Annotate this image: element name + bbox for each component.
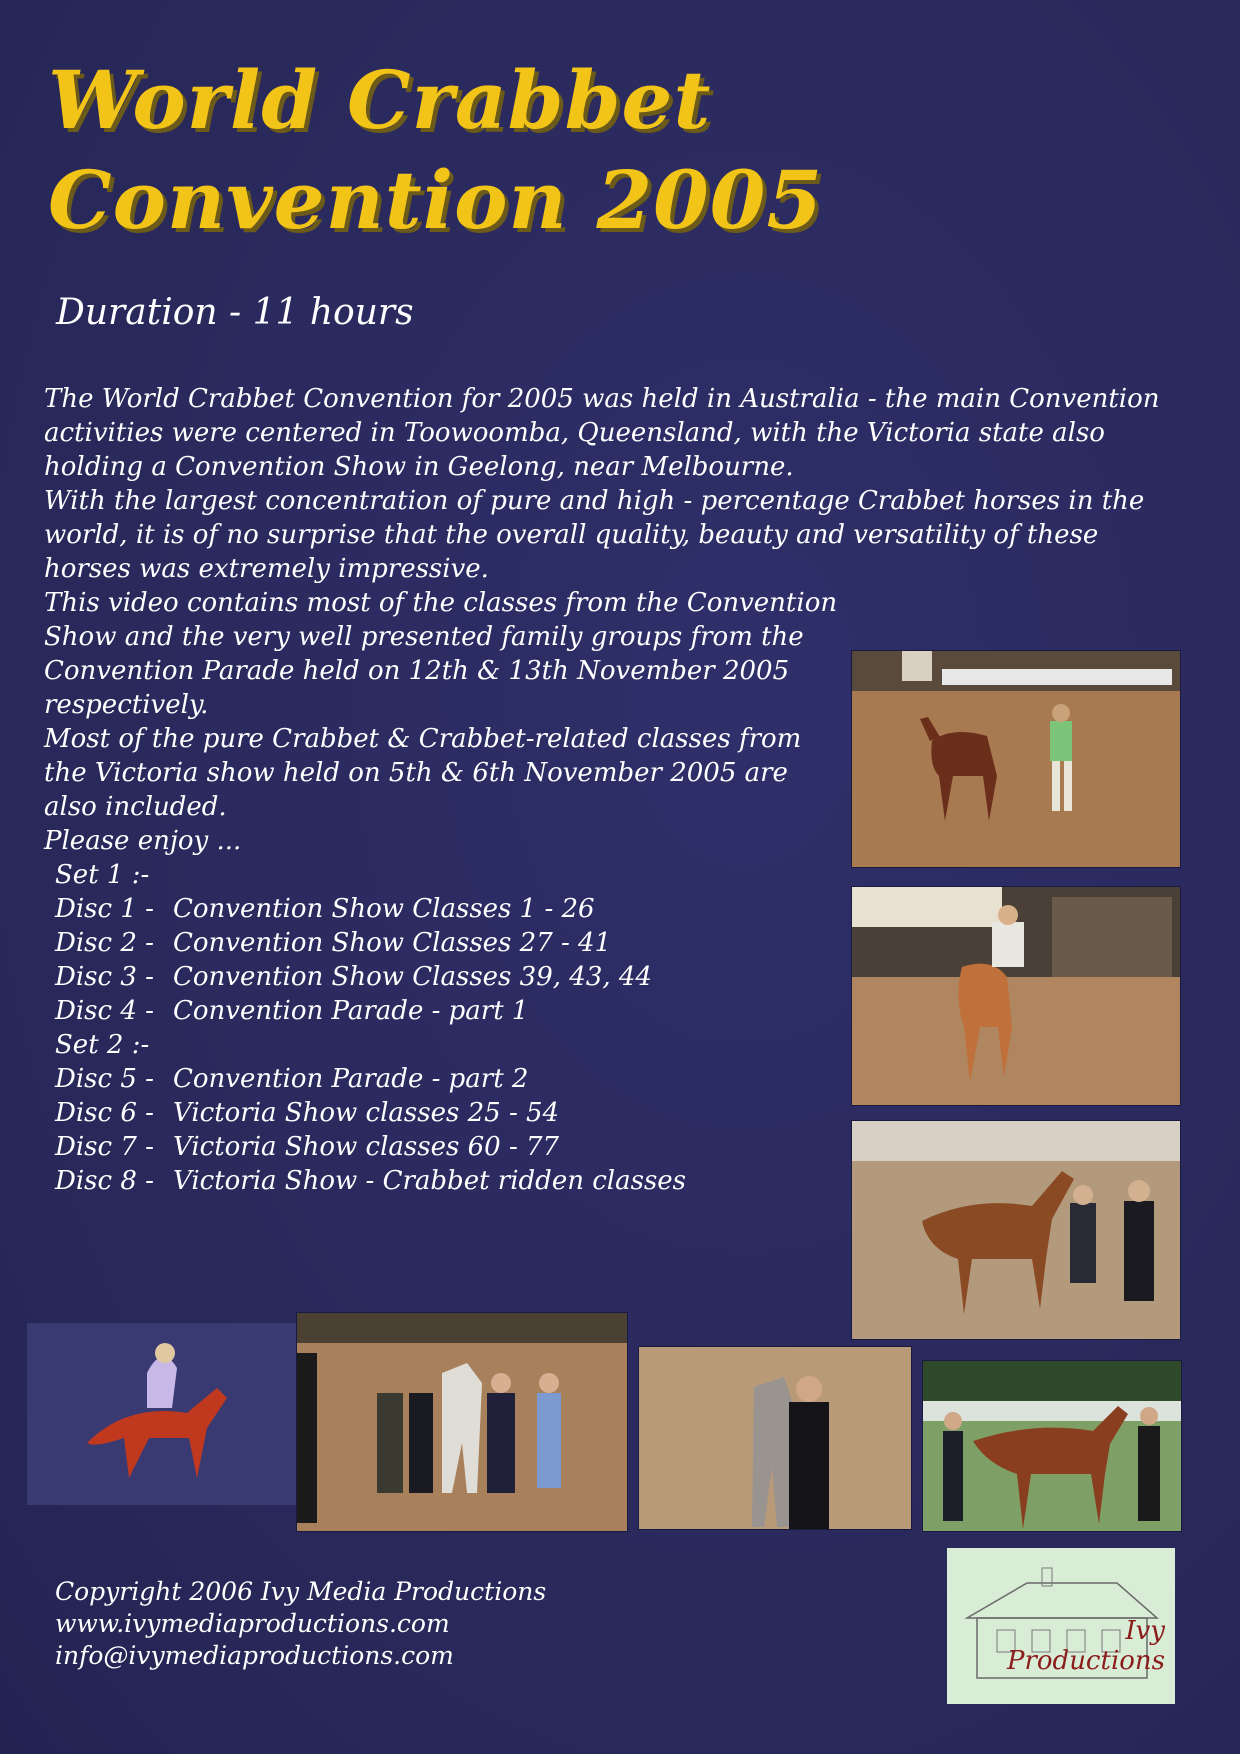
disc-list <box>55 858 693 1198</box>
disc-number: Disc 1 - <box>55 894 154 924</box>
disc-title: Convention Show Classes 27 - 41 <box>173 928 612 958</box>
title-line-1: World Crabbet <box>48 53 712 147</box>
photo-grey-horse-presentation <box>296 1312 628 1532</box>
photo-horse-in-hand <box>851 1120 1181 1340</box>
photo-horse-lunging <box>851 650 1181 868</box>
disc-number: Disc 4 - <box>55 996 154 1026</box>
disc-number: Disc 7 - <box>55 1132 154 1162</box>
disc-item <box>55 1096 693 1130</box>
disc-number: Disc 6 - <box>55 1098 154 1128</box>
title-line-2: Convention 2005 <box>48 153 824 247</box>
email-link[interactable]: info@ivymediaproductions.com <box>55 1641 454 1670</box>
page-title <box>48 50 823 250</box>
disc-item <box>55 1062 693 1096</box>
disc-item <box>55 994 693 1028</box>
description-paragraph-4: Most of the pure Crabbet & Crabbet-related classes from the Victoria show held on 5th & 6th November 2005 are also included. <box>44 724 802 822</box>
photo-horse-handlers <box>638 1346 912 1530</box>
logo-text <box>1007 1616 1165 1676</box>
disc-title: Convention Parade - part 2 <box>173 1064 529 1094</box>
painting-ridden-horse <box>26 1322 298 1506</box>
website-link[interactable]: www.ivymediaproductions.com <box>55 1609 450 1638</box>
disc-title: Victoria Show classes 25 - 54 <box>173 1098 560 1128</box>
duration-label: Duration - 11 hours <box>56 292 414 333</box>
disc-title: Convention Show Classes 1 - 26 <box>173 894 595 924</box>
footer-contact <box>55 1576 546 1672</box>
disc-number: Disc 5 - <box>55 1064 154 1094</box>
copyright-text: Copyright 2006 Ivy Media Productions <box>55 1577 547 1606</box>
description-paragraph-3: This video contains most of the classes from the Convention Show and the very well presented family groups from the Convention Parade held on 12th & 13th November 2005 respectively. <box>44 588 838 720</box>
disc-title: Convention Show Classes 39, 43, 44 <box>173 962 652 992</box>
disc-title: Convention Parade - part 1 <box>173 996 529 1026</box>
description-paragraph-2: With the largest concentration of pure and high - percentage Crabbet horses in the world, it is of no surprise that the overall quality, beauty and versatility of these horses was extremely impressive. <box>44 486 1145 584</box>
disc-item <box>55 960 693 994</box>
set-1-label: Set 1 :- <box>55 860 150 890</box>
disc-title: Victoria Show classes 60 - 77 <box>173 1132 560 1162</box>
disc-item <box>55 1130 693 1164</box>
logo-line-2: Productions <box>1006 1646 1165 1676</box>
photo-chestnut-horse-outdoor <box>922 1360 1182 1532</box>
disc-title: Victoria Show - Crabbet ridden classes <box>173 1166 687 1196</box>
logo-line-1: Ivy <box>1125 1616 1165 1646</box>
description-paragraph-1: The World Crabbet Convention for 2005 was held in Australia - the main Convention activities were centered in Toowoomba, Queensland, with the Victoria state also holding a Convention Show in Geelong, near Melbourne. <box>44 384 1160 482</box>
disc-number: Disc 2 - <box>55 928 154 958</box>
ivy-productions-logo <box>947 1548 1175 1704</box>
disc-item <box>55 892 693 926</box>
disc-number: Disc 3 - <box>55 962 154 992</box>
description-paragraph-5: Please enjoy ... <box>44 826 242 856</box>
disc-number: Disc 8 - <box>55 1166 154 1196</box>
set-2-label: Set 2 :- <box>55 1030 150 1060</box>
disc-item <box>55 926 693 960</box>
disc-item <box>55 1164 693 1198</box>
photo-ridden-horse <box>851 886 1181 1106</box>
